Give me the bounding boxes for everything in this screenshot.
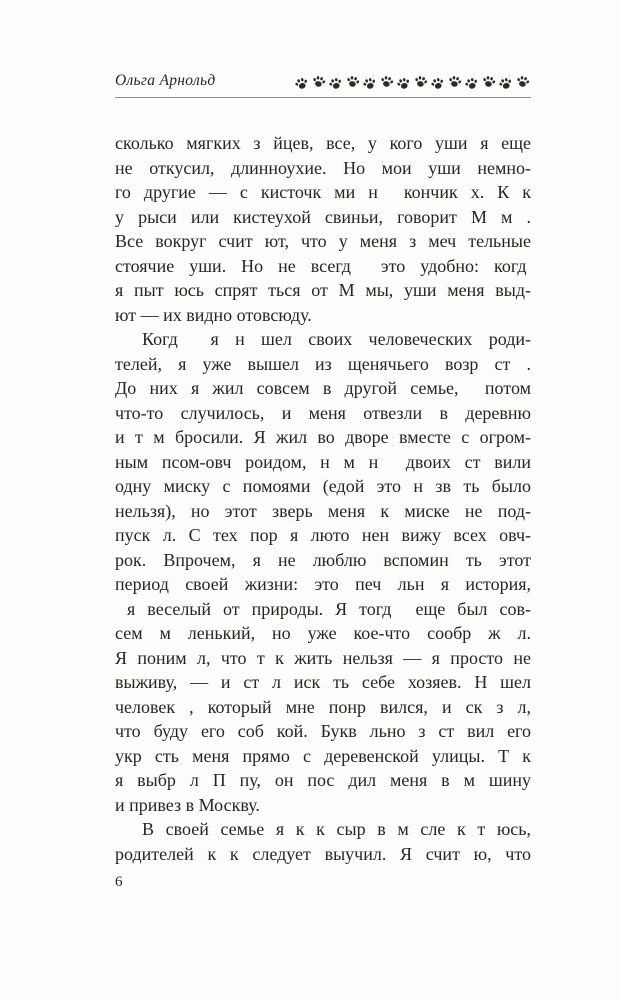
text-line: что-то случилось, и меня отвезли в деревню [115, 402, 531, 423]
text-line: у рыси или кистеухой свиньи, говорит М м . [115, 206, 531, 227]
paw-print-icon [311, 74, 327, 90]
running-header [115, 72, 531, 98]
text-line: стоячие уши. Но не всегд это удобно: когд [115, 255, 531, 276]
paw-print-icon [515, 74, 531, 90]
text-line: выживу, — и ст л иск ть себе хозяев. Н шел [115, 672, 531, 692]
text-line: укр сть меня прямо с деревенской улицы. Т к [115, 745, 531, 766]
paw-print-icon [481, 74, 497, 90]
paw-print-icon [293, 75, 309, 91]
text-line: не откусил, длинноухие. Но мои уши немно- [115, 157, 531, 178]
text-line: пуск л. С тех пор я люто нен вижу всех овч- [115, 525, 531, 545]
text-line: я пыт юсь спрят ться от М мы, уши меня выд- [115, 280, 531, 300]
text-line: что буду его соб кой. Букв льно з ст вил его [115, 721, 531, 741]
text-line: родителей к к следует выучил. Я счит ю, что [115, 843, 531, 864]
text-line: го другие — с кисточк ми н кончик х. К к [115, 182, 531, 202]
text-line: и привез в Москву. [115, 794, 260, 815]
text-line: До них я жил совсем в другой семье, потом [115, 378, 531, 398]
text-line: нельзя), но этот зверь меня к миске не под- [115, 500, 531, 521]
text-line: Я поним л, что т к жить нельзя — я просто не [115, 647, 531, 668]
text-line: период своей жизни: это печ льн я история, [115, 574, 531, 594]
text-line: я выбр л П пу, он пос дил меня в м шину [115, 770, 531, 790]
paw-print-icon [497, 75, 513, 91]
text-line: человек , который мне понр вился, и ск з л, [115, 696, 531, 717]
text-line: Все вокруг счит ют, что у меня з меч тельные [115, 231, 531, 251]
paw-print-icon [361, 75, 377, 91]
text-line: сем м ленький, но уже кое-что сообр ж л. [115, 623, 531, 643]
body-text [115, 131, 531, 866]
text-line: ным псом-овч роидом, н м н двоих ст вили [115, 451, 531, 472]
text-line: Когд я н шел своих человеческих роди- [142, 329, 531, 349]
paw-print-icon [395, 75, 411, 91]
text-line: рок. Впрочем, я не люблю вспомин ть этот [115, 549, 531, 570]
paw-print-icon [379, 74, 395, 90]
paw-print-icon [327, 75, 343, 91]
paw-print-icon [429, 75, 445, 91]
text-line: и т м бросили. Я жил во дворе вместе с огром- [115, 427, 531, 447]
paw-print-icon [413, 74, 429, 90]
text-line: сколько мягких з йцев, все, у кого уши я еще [115, 133, 531, 153]
page-number: 6 [115, 874, 123, 890]
paw-ornament [295, 77, 531, 90]
text-line: В своей семье я к к сыр в м сле к т юсь, [142, 819, 531, 839]
paw-print-icon [345, 74, 361, 90]
paw-print-icon [447, 74, 463, 90]
text-line: телей, я уже вышел из щенячьего возр ст . [115, 353, 531, 374]
author-name: Ольга Арнольд [115, 72, 216, 89]
text-line: ют — их видно отовсюду. [115, 304, 312, 325]
paw-print-icon [463, 75, 479, 91]
text-line: одну миску с помоями (едой это н зв ть было [115, 476, 531, 496]
text-line: я веселый от природы. Я тогд еще был сов- [115, 598, 532, 619]
